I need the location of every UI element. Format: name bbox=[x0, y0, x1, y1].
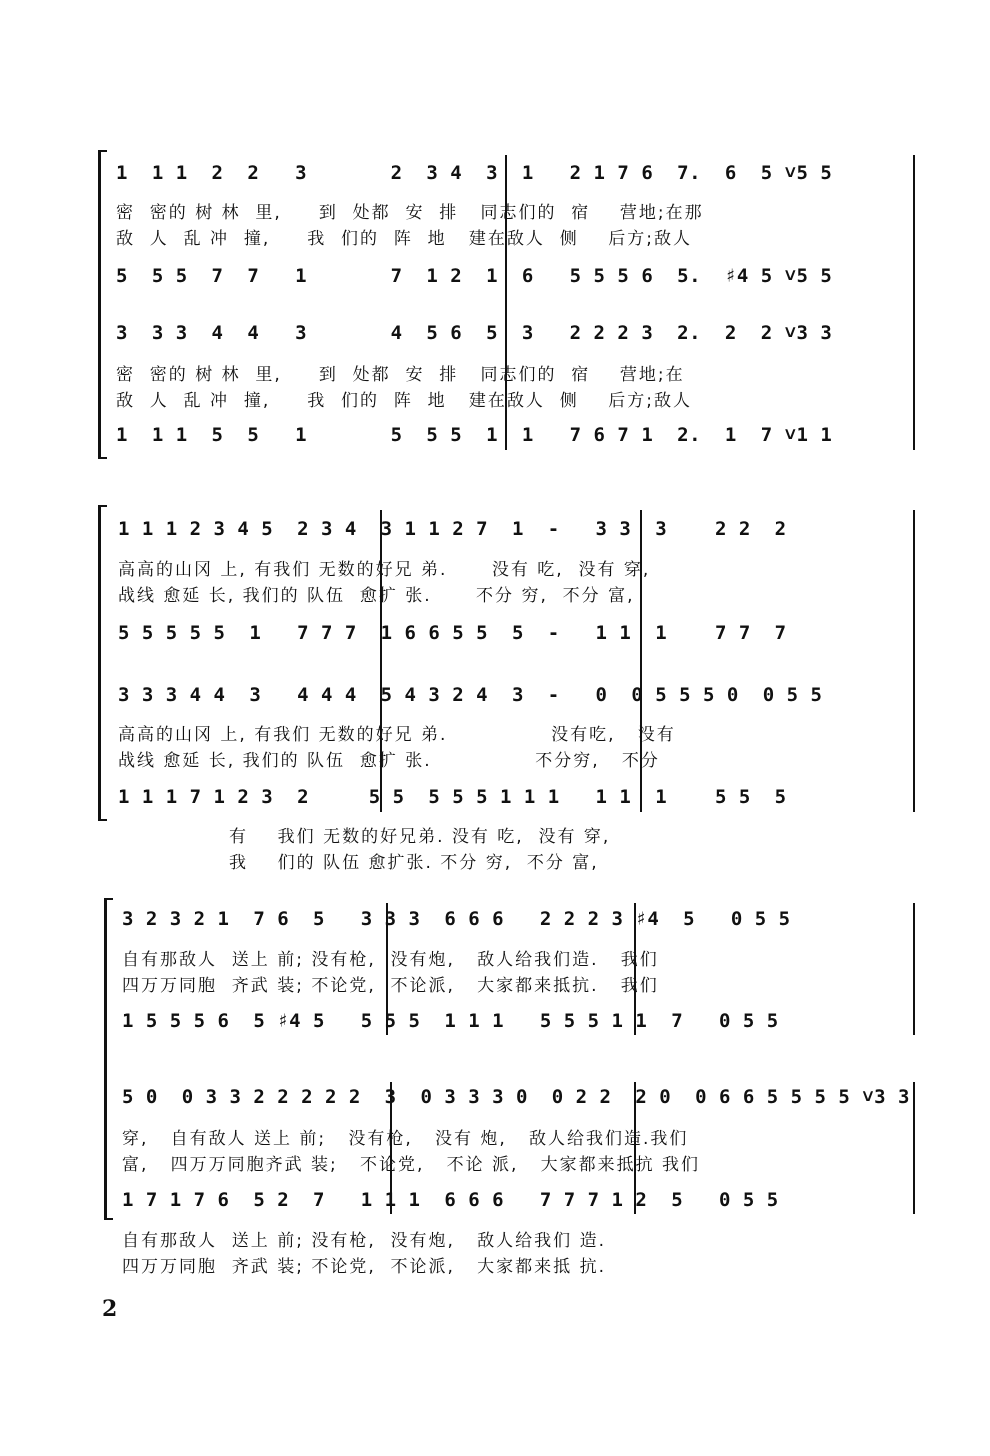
lyric-line: 敌 人 乱 冲 撞, 我 们的 阵 地 建在敌人 侧 后方;敌人 bbox=[116, 229, 693, 249]
system-bracket bbox=[98, 150, 107, 459]
notation-line: 5 5 5 5 5 1 7 7 7 1 6 6 5 5 5 - 1 1 1 7 7 7 bbox=[118, 622, 787, 644]
barline bbox=[913, 1082, 915, 1214]
notation-line: 1 1 1 7 1 2 3 2 5 5 5 5 5 1 1 1 1 1 1 5 5 5 bbox=[118, 786, 787, 808]
lyric-line: 四万万同胞 齐武 装; 不论党, 不论派, 大家都来抵抗. 我们 bbox=[122, 976, 659, 996]
lyric-line: 自有那敌人 送上 前; 没有枪, 没有炮, 敌人给我们 造. bbox=[122, 1231, 606, 1251]
barline bbox=[913, 903, 915, 1035]
lyric-line: 敌 人 乱 冲 撞, 我 们的 阵 地 建在敌人 侧 后方;敌人 bbox=[116, 391, 693, 411]
lyric-line: 有 我们 无数的好兄弟. 没有 吃, 没有 穿, bbox=[118, 827, 611, 847]
notation-line: 1 1 1 2 3 4 5 2 3 4 3 1 1 2 7 1 - 3 3 3 2 2 2 bbox=[118, 518, 787, 540]
lyric-line: 自有那敌人 送上 前; 没有枪, 没有炮, 敌人给我们造. 我们 bbox=[122, 950, 659, 970]
barline bbox=[913, 510, 915, 812]
lyric-line: 战线 愈延 长, 我们的 队伍 愈扩 张. 不分穷, 不分 bbox=[118, 751, 660, 771]
lyric-line: 四万万同胞 齐武 装; 不论党, 不论派, 大家都来抵 抗. bbox=[122, 1257, 606, 1277]
lyric-line: 穿, 自有敌人 送上 前; 没有枪, 没有 炮, 敌人给我们造.我们 bbox=[122, 1129, 689, 1149]
lyric-line: 密 密的 树 林 里, 到 处都 安 排 同志们的 宿 营地;在 bbox=[116, 365, 685, 385]
lyric-line: 富, 四万万同胞齐武 装; 不论党, 不论 派, 大家都来抵抗 我们 bbox=[122, 1155, 700, 1175]
lyric-line: 高高的山冈 上, 有我们 无数的好兄 弟. 没有 吃, 没有 穿, bbox=[118, 560, 651, 580]
notation-line: 1 7 1 7 6 5 2 7 1 1 1 6 6 6 7 7 7 1 2 5 0 5 5 bbox=[122, 1189, 779, 1211]
notation-line: 1 1 1 2 2 3 2 3 4 3 1 2 1 7 6 7. 6 5 ˅5 5 bbox=[116, 162, 833, 184]
lyric-line: 密 密的 树 林 里, 到 处都 安 排 同志们的 宿 营地;在那 bbox=[116, 203, 704, 223]
lyric-line: 高高的山冈 上, 有我们 无数的好兄 弟. 没有吃, 没有 bbox=[118, 725, 676, 745]
system-bracket bbox=[98, 505, 107, 821]
notation-line: 3 2 3 2 1 7 6 5 3 3 3 6 6 6 2 2 2 3 ♯4 5 0 5 5 bbox=[122, 908, 791, 930]
system-bracket bbox=[104, 898, 113, 1220]
notation-line: 5 5 5 7 7 1 7 1 2 1 6 5 5 5 6 5. ♯4 5 ˅5 5 bbox=[116, 265, 833, 287]
barline bbox=[913, 155, 915, 450]
lyric-line: 战线 愈延 长, 我们的 队伍 愈扩 张. 不分 穷, 不分 富, bbox=[118, 586, 635, 606]
page-number: 2 bbox=[102, 1296, 118, 1322]
notation-line: 1 1 1 5 5 1 5 5 5 1 1 7 6 7 1 2. 1 7 ˅1 1 bbox=[116, 424, 833, 446]
notation-line: 5 0 0 3 3 2 2 2 2 2 3 0 3 3 3 0 0 2 2 2 0 0 6 6 5 5 5 5 ˅3 3 bbox=[122, 1086, 910, 1108]
notation-line: 1 5 5 5 6 5 ♯4 5 5 5 5 1 1 1 5 5 5 1 1 7 0 5 5 bbox=[122, 1010, 779, 1032]
lyric-line: 我 们的 队伍 愈扩张. 不分 穷, 不分 富, bbox=[118, 853, 599, 873]
notation-line: 3 3 3 4 4 3 4 5 6 5 3 2 2 2 3 2. 2 2 ˅3 3 bbox=[116, 322, 833, 344]
notation-line: 3 3 3 4 4 3 4 4 4 5 4 3 2 4 3 - 0 0 5 5 5 0 0 5 5 bbox=[118, 684, 823, 706]
